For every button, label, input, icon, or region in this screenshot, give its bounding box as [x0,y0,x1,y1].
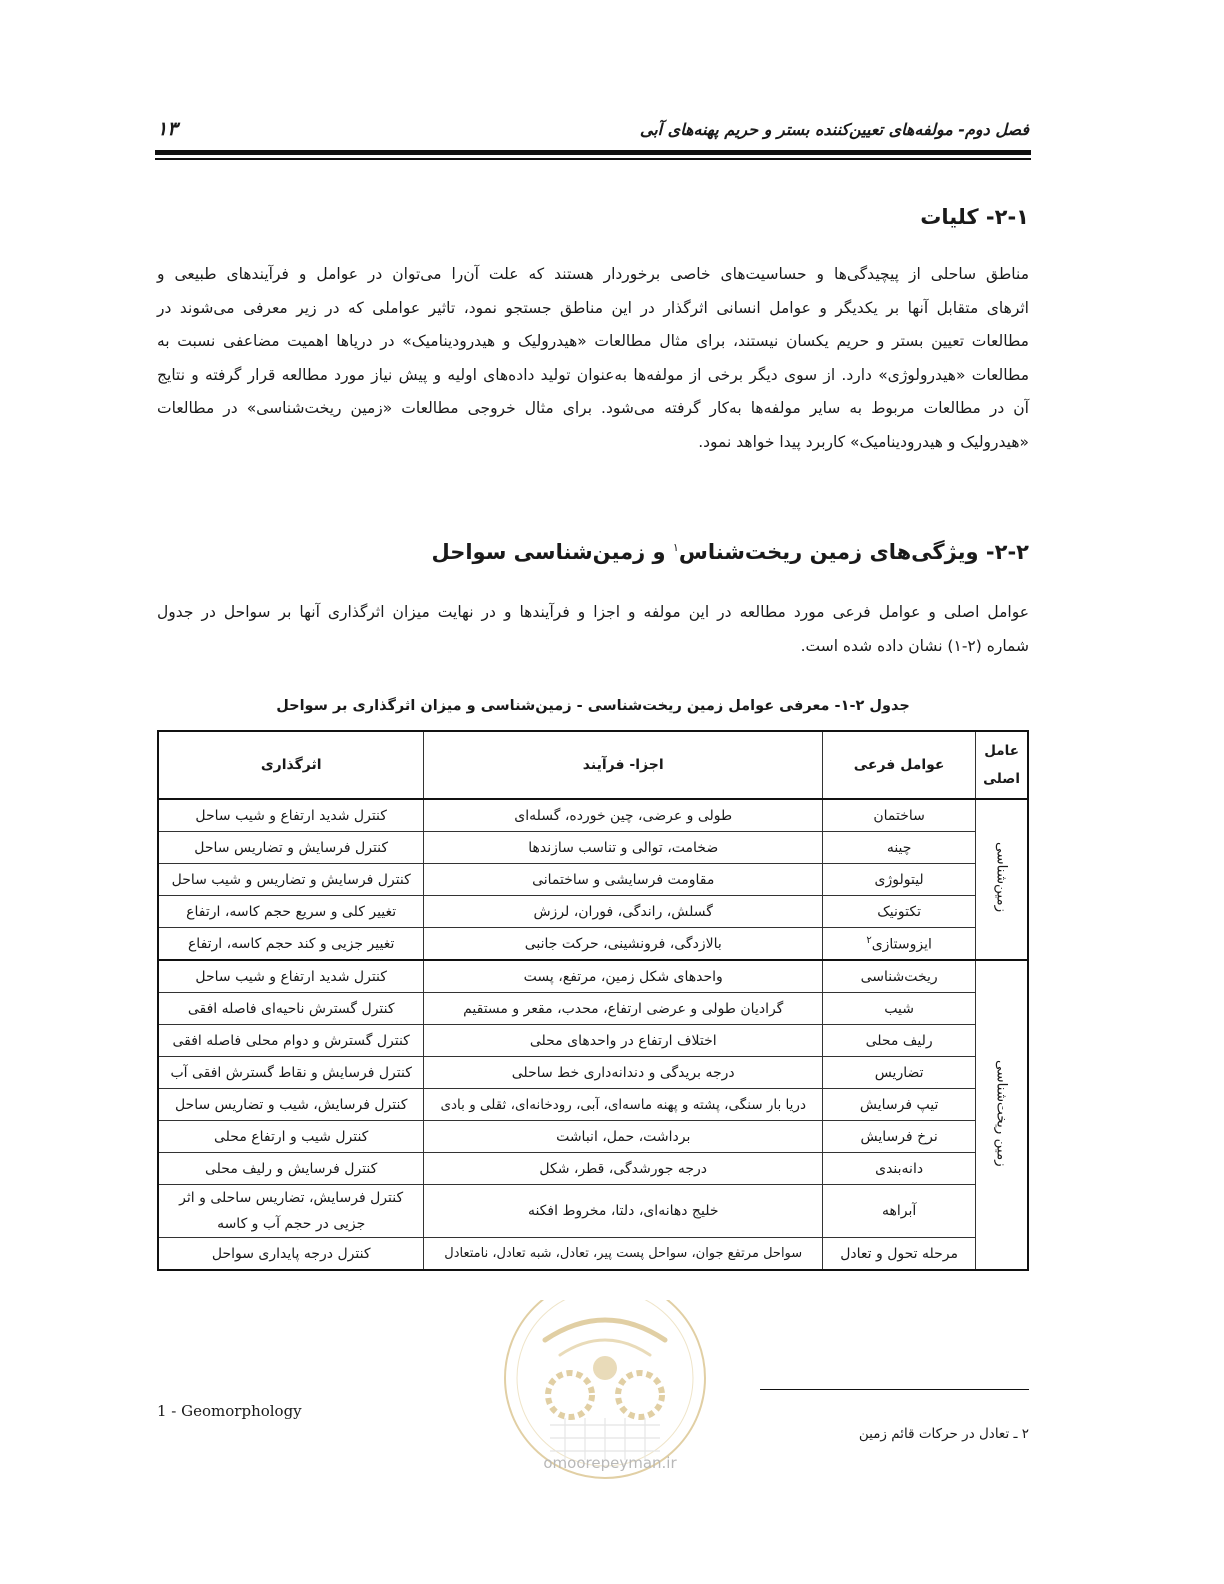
paragraph-line: شماره (۲-۱) نشان داده شده است. [800,636,1029,655]
paragraph-line: آن در مطالعات مربوط به سایر مولفه‌ها به‌کار گرفته می‌شود. برای مثال خروجی مطالعات «زمین ریخت‌شناسی» در مطالعات [157,399,1029,417]
cell-parts: طولی و عرضی، چین خورده، گسله‌ای [424,799,823,832]
cell-parts: واحدهای شکل زمین، مرتفع، پست [424,960,823,993]
table-caption: جدول ۲-۱- معرفی عوامل زمین ریخت‌شناسی - زمین‌شناسی و میزان اثرگذاری بر سواحل [276,698,910,714]
cell-effect: کنترل گسترش ناحیه‌ای فاصله افقی [158,993,424,1025]
section-heading-geomorphology [157,540,1029,564]
cell-sub: لیتولوژی [823,864,976,896]
cell-parts: گسلش، راندگی، فوران، لرزش [424,896,823,928]
main-factor-label: زمین‌شناسی [993,842,1010,913]
cell-parts: بالازدگی، فرونشینی، حرکت جانبی [424,928,823,961]
footnote-marker: ۱ [672,541,679,554]
cell-effect: کنترل شدید ارتفاع و شیب ساحل [158,960,424,993]
cell-parts: گرادیان طولی و عرضی ارتفاع، محدب، مقعر و مستقیم [424,993,823,1025]
factors-table [157,730,1029,1271]
table-row [158,799,1028,832]
cell-parts: درجه بریدگی و دندانه‌داری خط ساحلی [424,1057,823,1089]
cell-sub: شیب [823,993,976,1025]
table-row [158,1121,1028,1153]
cell-parts: دریا بار سنگی، پشته و پهنه ماسه‌ای، آبی، رودخانه‌ای، ثقلی و بادی [424,1089,823,1121]
cell-sub: ساختمان [823,799,976,832]
table-row [158,1025,1028,1057]
watermark-url: omoorepeyman.ir [543,1454,677,1472]
table-row [158,832,1028,864]
main-factor-geomorphology [976,960,1028,1270]
header-parts-process: اجزا- فرآیند [424,731,823,799]
cell-sub: نرخ فرسایش [823,1121,976,1153]
table-row [158,993,1028,1025]
paragraph-line: اثرهای متقابل آنها بر یکدیگر و عوامل انسانی اثرگذار در این مناطق جستجو نمود، تاثیر عواملی که در زیر معرفی می‌شوند در [157,298,1029,317]
cell-effect: کنترل فرسایش و رلیف محلی [158,1153,424,1185]
section-paragraph-general [157,258,1029,459]
cell-parts: درجه جورشدگی، قطر، شکل [424,1153,823,1185]
footnote-marker: ۲ [866,934,872,946]
header-sub-factor: عوامل فرعی [823,731,976,799]
main-factor-label: زمین ریخت‌شناسی [993,1059,1010,1167]
heading-part1: ۲-۲- ویژگی‌های زمین ریخت‌شناس [678,540,1029,564]
table-row [158,896,1028,928]
cell-effect: تغییر جزیی و کند حجم کاسه، ارتفاع [158,928,424,961]
section-paragraph-geomorphology [157,596,1029,663]
cell-parts: سواحل مرتفع جوان، سواحل پست پیر، تعادل، شبه تعادل، نامتعادل [424,1238,823,1271]
cell-parts: خلیج دهانه‌ای، دلتا، مخروط افکنه [424,1185,823,1238]
header-rule-thick [155,150,1031,155]
cell-parts: اختلاف ارتفاع در واحدهای محلی [424,1025,823,1057]
cell-effect: کنترل گسترش و دوام محلی فاصله افقی [158,1025,424,1057]
paragraph-line: «هیدرولیک و هیدرودینامیک» کاربرد پیدا خواهد نمود. [698,432,1029,451]
header-rule-thin [155,158,1031,160]
cell-sub: دانه‌بندی [823,1153,976,1185]
paragraph-line: مناطق ساحلی از پیچیدگی‌ها و حساسیت‌های خاصی برخوردار هستند که علت آن‌را می‌توان در عوامل و فرآیندهای طبیعی و [157,265,1029,283]
cell-sub-text: ایزوستازی [871,936,932,953]
section-heading-general [157,205,1029,229]
footnote-rule [760,1389,1029,1390]
cell-effect: کنترل درجه پایداری سواحل [158,1238,424,1271]
cell-effect [158,1185,424,1238]
cell-sub: مرحله تحول و تعادل [823,1238,976,1271]
section-heading-text: ۲-۱- کلیات [920,205,1029,229]
paragraph-line: مطالعات تعیین بستر و حریم یکسان نیستند، برای مثال مطالعات «هیدرولیک و هیدرودینامیک» در دریاها اهمیت مضاعفی نسبت به [157,332,1029,350]
table-row [158,1089,1028,1121]
cell-effect: کنترل شدید ارتفاع و شیب ساحل [158,799,424,832]
table-header-row [158,731,1028,799]
cell-sub: رلیف محلی [823,1025,976,1057]
table-row [158,928,1028,961]
page-number: ۱۳ [157,118,178,140]
cell-sub: آبراهه [823,1185,976,1238]
cell-effect: کنترل فرسایش، شیب و تضاریس ساحل [158,1089,424,1121]
cell-sub: تضاریس [823,1057,976,1089]
cell-effect-line: کنترل فرسایش، تضاریس ساحلی و اثر [179,1190,404,1206]
table-row [158,1153,1028,1185]
chapter-title: فصل دوم- مولفه‌های تعیین‌کننده بستر و حریم پهنه‌های آبی [639,120,1029,139]
cell-parts: ضخامت، توالی و تناسب سازندها [424,832,823,864]
cell-parts: برداشت، حمل، انباشت [424,1121,823,1153]
cell-sub [823,928,976,961]
cell-effect: کنترل فرسایش و تضاریس و شیب ساحل [158,864,424,896]
paragraph-line: عوامل اصلی و عوامل فرعی مورد مطالعه در این مولفه و اجزا و فرآیندها و در نهایت میزان اثرگذاری آنها بر سواحل در جدول [157,603,1029,621]
header-effect: اثرگذاری [158,731,424,799]
cell-sub: ریخت‌شناسی [823,960,976,993]
heading-part2: و زمین‌شناسی سواحل [431,540,673,564]
table-row [158,1238,1028,1271]
table-row [158,960,1028,993]
cell-effect-line: جزیی در حجم آب و کاسه [217,1216,366,1232]
header-main-factor: عامل اصلی [976,731,1028,799]
main-factor-geology [976,799,1028,960]
paragraph-line: مطالعات «هیدرولوژی» دارد. از سوی دیگر برخی از مولفه‌ها به‌عنوان تولید داده‌های اولیه و پیش نیاز مورد مطالعه قرار گرفته و نتایج [157,365,1029,384]
cell-sub: تیپ فرسایش [823,1089,976,1121]
footnote-1: 1 - Geomorphology [157,1402,302,1420]
cell-effect: کنترل فرسایش و نقاط گسترش افقی آب [158,1057,424,1089]
cell-sub: تکتونیک [823,896,976,928]
cell-effect: تغییر کلی و سریع حجم کاسه، ارتفاع [158,896,424,928]
cell-effect: کنترل شیب و ارتفاع محلی [158,1121,424,1153]
footnote-2: ۲ ـ تعادل در حرکات قائم زمین [858,1426,1029,1442]
table-row [158,864,1028,896]
table-row [158,1057,1028,1089]
running-header [157,118,1029,148]
cell-sub: چینه [823,832,976,864]
cell-effect: کنترل فرسایش و تضاریس ساحل [158,832,424,864]
cell-parts: مقاومت فرسایشی و ساختمانی [424,864,823,896]
table-row [158,1185,1028,1238]
